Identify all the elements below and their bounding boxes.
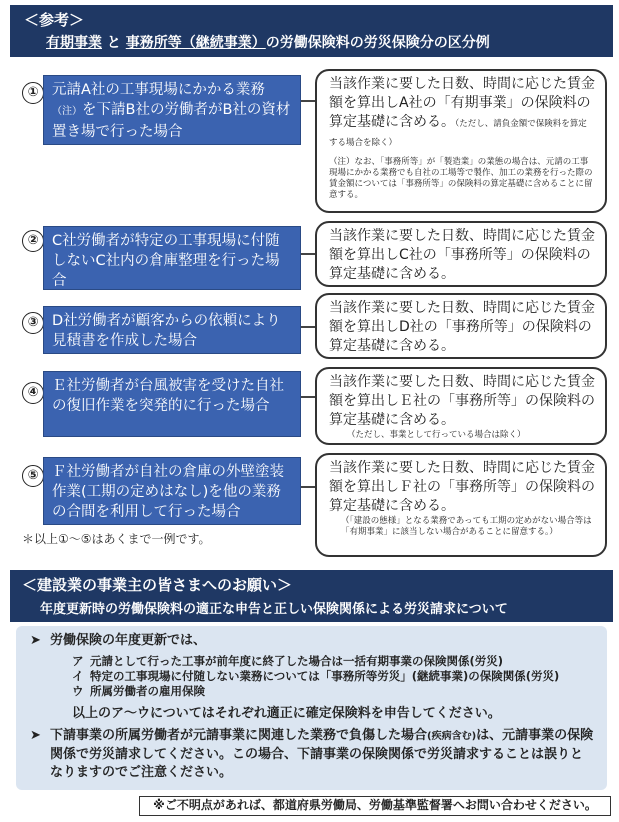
case-note-mark: （注） [52,106,82,117]
result-box-5 [315,453,607,557]
reference-tag: ＜参考＞ [24,11,85,29]
case-number-5: ⑤ [22,465,44,487]
request-title: ＜建設業の事業主の皆さまへのお願い＞ [22,576,293,594]
title-mid: と [102,35,126,51]
bullet-2-small: (疾病含む) [427,731,477,742]
result-text-2: 当該作業に要した日数、時間に応じた賃金額を算出しC社の「事務所等」の保険料の算定基礎に含める。 [329,228,595,282]
case-box-4: Ｅ社労働者が台風被害を受けた自社の復旧作業を突発的に行った場合 [43,371,301,437]
result-note-5: （「建設の態様」となる業務であっても工期の定めがない場合等は「有期事業」に該当しない場合があることに留意する。） [341,516,592,537]
result-box-2 [315,221,607,287]
result-extra-1: （注）なお、「事務所等」が「製造業」の業態の場合は、元請の工事現場にかかる業務でも自社の工場等で製作、加工の業務を行った際の賃金額については「事務所等」の保険料の算定基礎に含めることに留意する。 [329,157,593,200]
item-i: イ 特定の工事現場に付随しない業務については「事務所等労災」(継続事業)の保険関係(労災) [72,669,560,683]
result-box-4 [315,367,607,445]
reference-header [10,5,613,57]
title-underline-2: 事務所等（継続事業） [125,35,266,51]
case-box-5: Ｆ社労働者が自社の倉庫の外壁塗装作業(工期の定めはなし)を他の業務の合間を利用して行った場合 [43,457,301,525]
connector-line-5 [301,486,315,488]
result-text-3: 当該作業に要した日数、時間に応じた賃金額を算出しD社の「事務所等」の保険料の算定基礎に含める。 [329,300,595,354]
bullet-2: ➤ 下請事業の所属労働者が元請事業に関連した業務で負傷した場合(疾病含む)は、元請事業の保険関係で労災請求してください。この場合、下請事業の保険関係で労災請求することは誤りとなりますのでご注意ください。 [30,728,594,780]
result-text-1: 当該作業に要した日数、時間に応じた賃金額を算出しA社の「有期事業」の保険料の算定基礎に含める。（ただし、請負金額で保険料を算定する場合を除く） [329,76,595,148]
request-box [16,626,607,790]
connector-line-4 [301,396,315,398]
result-note-4: （ただし、事業として行っている場合は除く） [347,430,526,440]
title-underline-1: 有期事業 [46,35,102,51]
case-text-1a: 元請A社の工事現場にかかる業務 [52,82,265,98]
case-number-3: ③ [22,312,44,334]
request-subtitle: 年度更新時の労働保険料の適正な申告と正しい保険関係による労災請求について [40,602,508,617]
bullet-1: ➤ 労働保険の年度更新では、 [30,633,207,648]
connector-line-1 [301,100,315,102]
reference-title [46,32,490,52]
case-box-3: D社労働者が顧客からの依頼により見積書を作成した場合 [43,306,301,354]
title-post: の労働保険料の労災保険分の区分例 [265,35,490,51]
arrow-icon: ➤ [30,728,41,743]
case-number-1: ① [22,82,44,104]
result-text-4: 当該作業に要した日数、時間に応じた賃金額を算出しＥ社の「事務所等」の保険料の算定基礎に含める。 [329,374,595,428]
result-box-1 [315,69,607,213]
item-a: ア 元請として行った工事が前年度に終了した場合は一括有期事業の保険関係(労災) [72,654,504,668]
connector-line-3 [301,326,315,328]
connector-line-2 [301,253,315,255]
case-number-2: ② [22,230,44,252]
result-box-3 [315,293,607,359]
arrow-icon: ➤ [30,633,41,648]
declare-text: 以上のア～ウについてはそれぞれ適正に確定保険料を申告してください。 [72,706,501,721]
case-box-1 [43,75,301,145]
result-note-1: （ただし、請負金額で保険料を算定する場合を除く） [329,119,587,148]
footer-note: ※ご不明点があれば、都道府県労働局、労働基準監督署へお問い合わせください。 [139,796,611,816]
example-note: ＊以上①～⑤はあくまで一例です。 [22,532,211,546]
result-text-5: 当該作業に要した日数、時間に応じた賃金額を算出しＦ社の「事務所等」の保険料の算定基礎に含める。 [329,460,595,514]
request-header [10,570,613,622]
case-text-1b: を下請B社の労働者がB社の資材置き場で行った場合 [52,102,291,140]
case-box-2: C社労働者が特定の工事現場に付随しないC社内の倉庫整理を行った場合 [43,226,301,290]
item-u: ウ 所属労働者の雇用保険 [72,684,205,698]
case-number-4: ④ [22,382,44,404]
